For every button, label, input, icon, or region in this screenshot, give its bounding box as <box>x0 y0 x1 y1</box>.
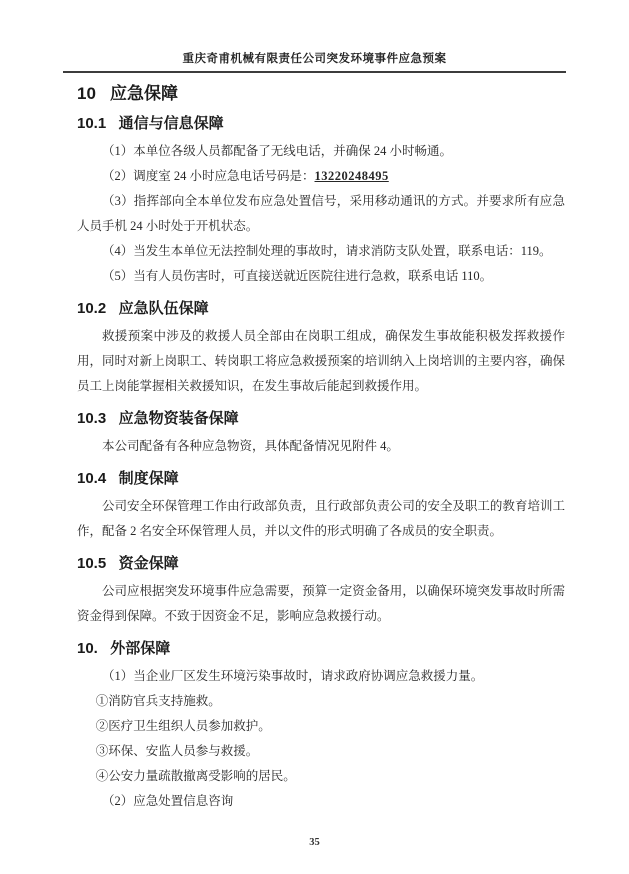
heading-number: 10.2 <box>77 300 107 317</box>
paragraph: 本公司配备有各种应急物资，具体配备情况见附件 4。 <box>102 439 399 453</box>
heading-number: 10.4 <box>77 470 107 487</box>
paragraph: （1）本单位各级人员都配备了无线电话，并确保 24 小时畅通。 <box>102 144 453 158</box>
paragraph-text: （2）调度室 24 小时应急电话号码是： <box>102 169 315 183</box>
heading-text: 通信与信息保障 <box>118 115 224 132</box>
heading-text: 资金保障 <box>118 555 179 572</box>
heading-number: 10 <box>77 84 96 103</box>
paragraph <box>77 164 565 189</box>
running-header <box>63 50 566 73</box>
heading-number: 10.3 <box>77 410 107 427</box>
heading-10-1 <box>77 114 565 134</box>
heading-10-3 <box>77 409 565 429</box>
heading-text: 制度保障 <box>118 470 179 487</box>
paragraph: （3）指挥部向全本单位发布应急处置信号，采用移动通讯的方式。并要求所有应急人员手机 24 小时处于开机状态。 <box>77 194 565 233</box>
page-number: 35 <box>309 837 320 848</box>
heading-10-external <box>77 639 565 659</box>
list-item: ④公安力量疏散撤离受影响的居民。 <box>95 769 296 783</box>
paragraph: 救援预案中涉及的救援人员全部由在岗职工组成，确保发生事故能积极发挥救援作用，同时对新上岗职工、转岗职工将应急救援预案的培训纳入上岗培训的主要内容，确保员工上岗能掌握相关救援知识，在发生事故后能起到救援作用。 <box>77 329 565 393</box>
paragraph: （1）当企业厂区发生环境污染事故时，请求政府协调应急救援力量。 <box>102 669 484 683</box>
paragraph: （5）当有人员伤害时，可直接送就近医院往进行急救，联系电话 110。 <box>102 269 493 283</box>
paragraph: 公司应根据突发环境事件应急需要，预算一定资金备用，以确保环境突发事故时所需资金得到保障。不致于因资金不足，影响应急救援行动。 <box>77 584 565 623</box>
heading-number: 10.5 <box>77 555 107 572</box>
heading-text: 应急保障 <box>110 84 178 103</box>
heading-number: 10.1 <box>77 115 107 132</box>
heading-number: 10. <box>77 640 98 657</box>
emergency-phone-number: 13220248495 <box>314 169 389 183</box>
list-item: ①消防官兵支持施救。 <box>95 694 221 708</box>
heading-10 <box>77 84 565 104</box>
document-body <box>77 84 565 814</box>
heading-10-5 <box>77 554 565 574</box>
paragraph: （4）当发生本单位无法控制处理的事故时，请求消防支队处置，联系电话：119。 <box>102 244 552 258</box>
list-item: ③环保、安监人员参与救援。 <box>95 744 259 758</box>
heading-10-4 <box>77 469 565 489</box>
heading-10-2 <box>77 299 565 319</box>
list-item: ②医疗卫生组织人员参加救护。 <box>95 719 271 733</box>
paragraph: 公司安全环保管理工作由行政部负责，且行政部负责公司的安全及职工的教育培训工作，配备 2 名安全环保管理人员，并以文件的形式明确了各成员的安全职责。 <box>77 499 565 538</box>
document-title: 重庆奇甫机械有限责任公司突发环境事件应急预案 <box>182 53 447 65</box>
page-footer <box>0 837 629 848</box>
paragraph: （2）应急处置信息咨询 <box>102 794 234 808</box>
heading-text: 外部保障 <box>110 640 171 657</box>
heading-text: 应急队伍保障 <box>118 300 209 317</box>
heading-text: 应急物资装备保障 <box>118 410 239 427</box>
